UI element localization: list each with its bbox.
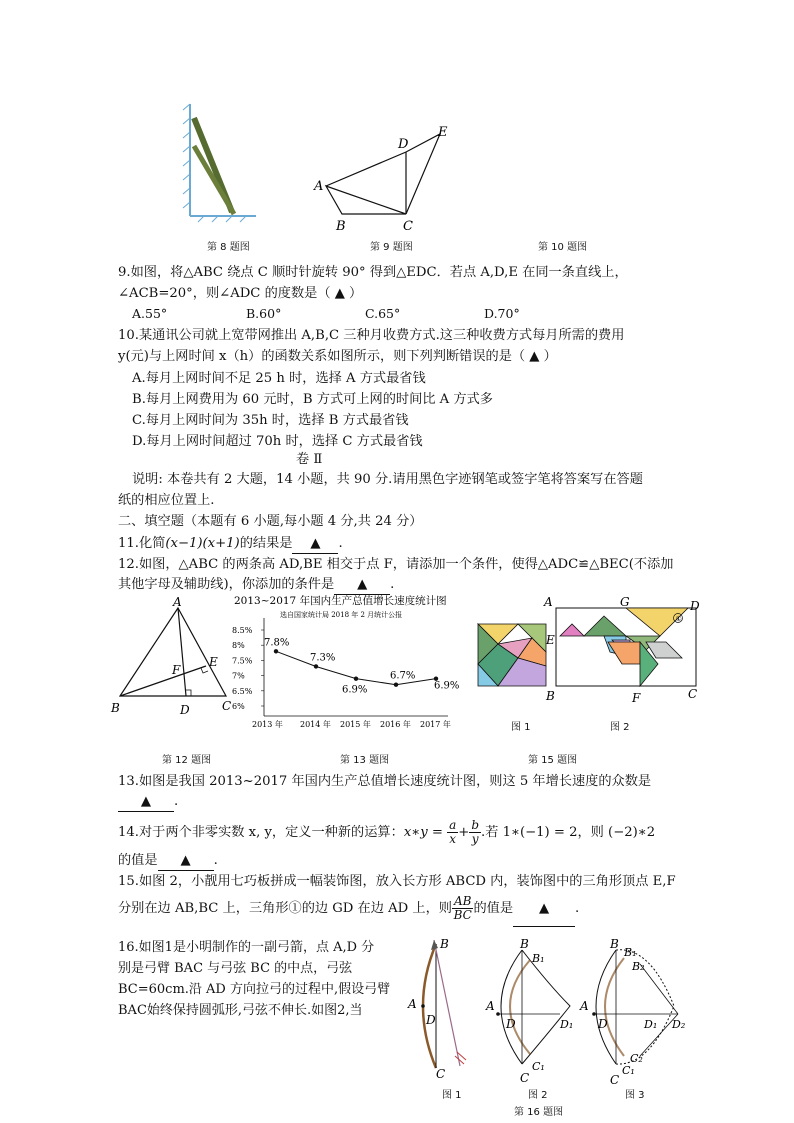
q15-answer-blank[interactable]: ▲ xyxy=(513,892,575,927)
figure-15 xyxy=(470,596,710,708)
q11-suffix: 的结果是 xyxy=(239,536,293,551)
q14-line1: 14.对于两个非零实数 x, y，定义一种新的运算：x∗y = $\frac{a}{x}$ + $\frac{b}{y}$ .若 1∗(−1) = 2，则 (−2)∗2 xyxy=(118,818,656,846)
svg-text:D₂: D₂ xyxy=(672,1018,686,1031)
svg-text:B: B xyxy=(440,937,449,951)
q11-end: . xyxy=(338,536,343,551)
q11 xyxy=(118,535,343,554)
q12-line1: 12.如图，△ABC 的两条高 AD,BE 相交于点 F，请添加一个条件，使得△ADC≌△BEC(不添加 xyxy=(118,557,674,572)
svg-text:A: A xyxy=(408,997,417,1011)
q10-option-c: C.每月上网时间为 35h 时，选择 B 方式最省钱 xyxy=(132,413,409,428)
q10-line2: y(元)与上网时间 x（h）的函数关系如图所示，则下列判断错误的是（ ▲ ） xyxy=(118,349,557,364)
q11-expression: (x−1)(x+1) xyxy=(165,536,240,551)
fig12-label-f: F xyxy=(172,663,181,677)
data-label: 7.8% xyxy=(264,637,290,649)
x-tick-label: 2017 年 xyxy=(420,720,451,729)
fig12-label-e: E xyxy=(209,655,218,669)
data-label: 6.7% xyxy=(390,670,416,682)
figure-13-chart xyxy=(226,590,460,732)
svg-text:C: C xyxy=(520,1071,530,1085)
figure-16 xyxy=(400,936,700,1086)
svg-text:B: B xyxy=(336,219,346,234)
q12-end: . xyxy=(390,577,395,592)
data-point xyxy=(354,676,358,680)
y-tick-label: 7% xyxy=(232,671,245,681)
figure-9 xyxy=(310,122,460,234)
svg-text:B: B xyxy=(610,937,619,951)
q9-option-d: D.70° xyxy=(484,306,520,321)
fig9-caption: 第 9 题图 xyxy=(370,242,413,253)
q9-option-a: A.55° xyxy=(132,306,168,321)
q14-fraction-b-y xyxy=(469,819,481,846)
svg-text:C: C xyxy=(403,219,413,234)
fig15-label-f: F xyxy=(632,691,641,705)
fig15-label-c: C xyxy=(688,687,698,701)
svg-text:C: C xyxy=(436,1067,446,1081)
fig12-label-d: D xyxy=(180,703,190,717)
fig15-sub2: 图 2 xyxy=(610,722,630,733)
data-point xyxy=(274,649,278,653)
section-note-2: 纸的相应位置上. xyxy=(118,493,215,508)
q9-option-b: B.60° xyxy=(246,306,282,321)
fig10-caption: 第 10 题图 xyxy=(538,242,588,253)
figure-12 xyxy=(108,596,238,718)
y-tick-label: 6.5% xyxy=(232,686,253,696)
y-tick-label: 7.5% xyxy=(232,656,253,666)
q11-answer-blank[interactable]: ▲ xyxy=(292,535,338,554)
q14-line2-text: 的值是 xyxy=(118,853,158,868)
q14-fraction-a-x xyxy=(447,819,458,846)
figure-8 xyxy=(180,100,260,222)
q14-numerator-a: a xyxy=(449,818,457,832)
data-label: 6.9% xyxy=(342,684,368,696)
fig16-sub2: 图 2 xyxy=(528,1090,548,1101)
chart-subtitle: 选自国家统计局 2018 年 2 月统计公报 xyxy=(280,611,403,619)
fig12-label-a: A xyxy=(173,595,182,609)
q14-line2 xyxy=(118,852,218,871)
fig15-label-g: G xyxy=(620,595,630,609)
y-tick-label: 8% xyxy=(232,641,245,651)
q15-suffix: 的值是 xyxy=(473,901,514,916)
q16-line2: 别是弓臂 BAC 与弓弦 BC 的中点，弓弦 xyxy=(118,961,353,976)
q13-answer-blank[interactable]: ▲ xyxy=(118,793,174,812)
svg-text:D₁: D₁ xyxy=(560,1018,574,1031)
fig13-caption: 第 13 题图 xyxy=(340,755,390,766)
q12-answer-blank[interactable]: ▲ xyxy=(334,576,390,595)
section-note-1: 说明: 本卷共有 2 大题，14 小题，共 90 分.请用黑色字迹钢笔或签字笔将答案写在答题 xyxy=(132,472,643,487)
q14-denominator-y: y xyxy=(471,832,479,846)
svg-text:B₂: B₂ xyxy=(632,960,645,973)
svg-text:A: A xyxy=(486,999,495,1013)
data-point xyxy=(314,664,318,668)
y-tick-label: 6% xyxy=(232,702,245,711)
svg-text:D₁: D₁ xyxy=(644,1018,658,1031)
fig12-label-c: C xyxy=(222,699,232,713)
q13-end: . xyxy=(174,794,179,809)
fig12-caption: 第 12 题图 xyxy=(162,755,212,766)
section-title: 卷 Ⅱ xyxy=(296,452,323,467)
q15-end: . xyxy=(575,901,580,916)
svg-text:A: A xyxy=(580,999,589,1013)
fig15-label-e: E xyxy=(546,633,555,647)
svg-text:C₁: C₁ xyxy=(532,1060,545,1073)
q16-line3: BC=60cm.沿 AD 方向拉弓的过程中,假设弓臂 xyxy=(118,982,391,997)
svg-text:B: B xyxy=(520,937,529,951)
q10-option-a: A.每月上网时间不足 25 h 时，选择 A 方式最省钱 xyxy=(132,371,426,386)
q9-line1: 9.如图，将△ABC 绕点 C 顺时针旋转 90° 得到△EDC．若点 A,D,E 在同一条直线上， xyxy=(118,265,628,280)
q16-line1: 16.如图1是小明制作的一副弓箭，点 A,D 分 xyxy=(118,940,375,955)
x-tick-label: 2014 年 xyxy=(300,720,331,729)
svg-text:B₁: B₁ xyxy=(532,952,545,965)
svg-text:B₁: B₁ xyxy=(624,946,637,959)
q11-prefix: 11.化简 xyxy=(118,536,166,551)
q15-line2 xyxy=(118,892,579,927)
x-tick-label: 2016 年 xyxy=(380,720,411,729)
q12-line2-text: 其他字母及辅助线)，你添加的条件是 xyxy=(118,577,335,592)
q10-line1: 10.某通讯公司就上宽带网推出 A,B,C 三种月收费方式.这三种收费方式每月所需的费用 xyxy=(118,328,625,343)
q14-prefix: 14.对于两个非零实数 x, y，定义一种新的运算： xyxy=(118,825,404,840)
q13-line1: 13.如图是我国 2013~2017 年国内生产总值增长速度统计图，则这 5 年增长速度的众数是 xyxy=(118,774,652,789)
svg-text:D: D xyxy=(598,1017,608,1031)
fig16-caption: 第 16 题图 xyxy=(514,1107,564,1118)
q14-expression: x∗y = xyxy=(403,825,443,840)
fig16-sub3: 图 3 xyxy=(625,1090,645,1101)
q13-line2 xyxy=(118,793,178,812)
fig16-sub1: 图 1 xyxy=(442,1090,462,1101)
q14-numerator-b: b xyxy=(471,818,480,832)
q14-condition: .若 1∗(−1) = 2，则 (−2)∗2 xyxy=(481,825,656,840)
q14-denominator-x: x xyxy=(449,832,457,846)
q15-numerator: AB xyxy=(453,894,472,908)
x-tick-label: 2013 年 xyxy=(252,720,283,729)
q9-option-c: C.65° xyxy=(365,306,401,321)
data-point xyxy=(394,683,398,687)
q15-denominator: BC xyxy=(453,908,472,922)
data-label: 7.3% xyxy=(310,652,336,664)
svg-text:C₁: C₁ xyxy=(622,1064,635,1077)
fig12-label-b: B xyxy=(111,701,120,715)
x-tick-label: 2015 年 xyxy=(340,720,371,729)
data-label: 6.9% xyxy=(434,680,460,692)
fig15-label-a: A xyxy=(544,595,553,609)
q14-end: . xyxy=(213,853,218,868)
fig15-label-d: D xyxy=(690,599,700,613)
fig15-caption: 第 15 题图 xyxy=(528,755,578,766)
q9-line2: ∠ACB=20°，则∠ADC 的度数是（ ▲ ） xyxy=(118,286,363,301)
chart-title: 2013~2017 年国内生产总值增长速度统计图 xyxy=(234,595,447,607)
svg-text:C: C xyxy=(610,1073,620,1087)
svg-text:D: D xyxy=(506,1017,516,1031)
y-tick-label: 8.5% xyxy=(232,626,253,635)
svg-text:E: E xyxy=(438,125,448,140)
q10-option-d: D.每月上网时间超过 70h 时，选择 C 方式最省钱 xyxy=(132,434,423,449)
section-heading: 二、填空题（本题有 6 小题,每小题 4 分,共 24 分） xyxy=(118,514,423,529)
svg-text:C₂: C₂ xyxy=(630,1052,643,1065)
svg-text:D: D xyxy=(398,137,409,152)
svg-text:A: A xyxy=(314,179,324,194)
fig15-region-1-marker: ① xyxy=(675,615,682,623)
q14-answer-blank[interactable]: ▲ xyxy=(158,852,214,871)
q16-line4: BAC始终保持圆弧形,弓弦不伸长.如图2,当 xyxy=(118,1003,363,1018)
q15-fraction xyxy=(452,895,473,922)
fig8-caption: 第 8 题图 xyxy=(207,242,250,253)
fig15-label-b: B xyxy=(546,689,555,703)
svg-text:D: D xyxy=(426,1013,436,1027)
q10-option-b: B.每月上网费用为 60 元时，B 方式可上网的时间比 A 方式多 xyxy=(132,392,493,407)
q15-line1: 15.如图 2，小靓用七巧板拼成一幅装饰图，放入长方形 ABCD 内，装饰图中的三角形顶点 E,F xyxy=(118,874,676,889)
fig15-sub1: 图 1 xyxy=(511,722,531,733)
q15-prefix: 分别在边 AB,BC 上，三角形①的边 GD 在边 AD 上，则 xyxy=(118,901,452,916)
